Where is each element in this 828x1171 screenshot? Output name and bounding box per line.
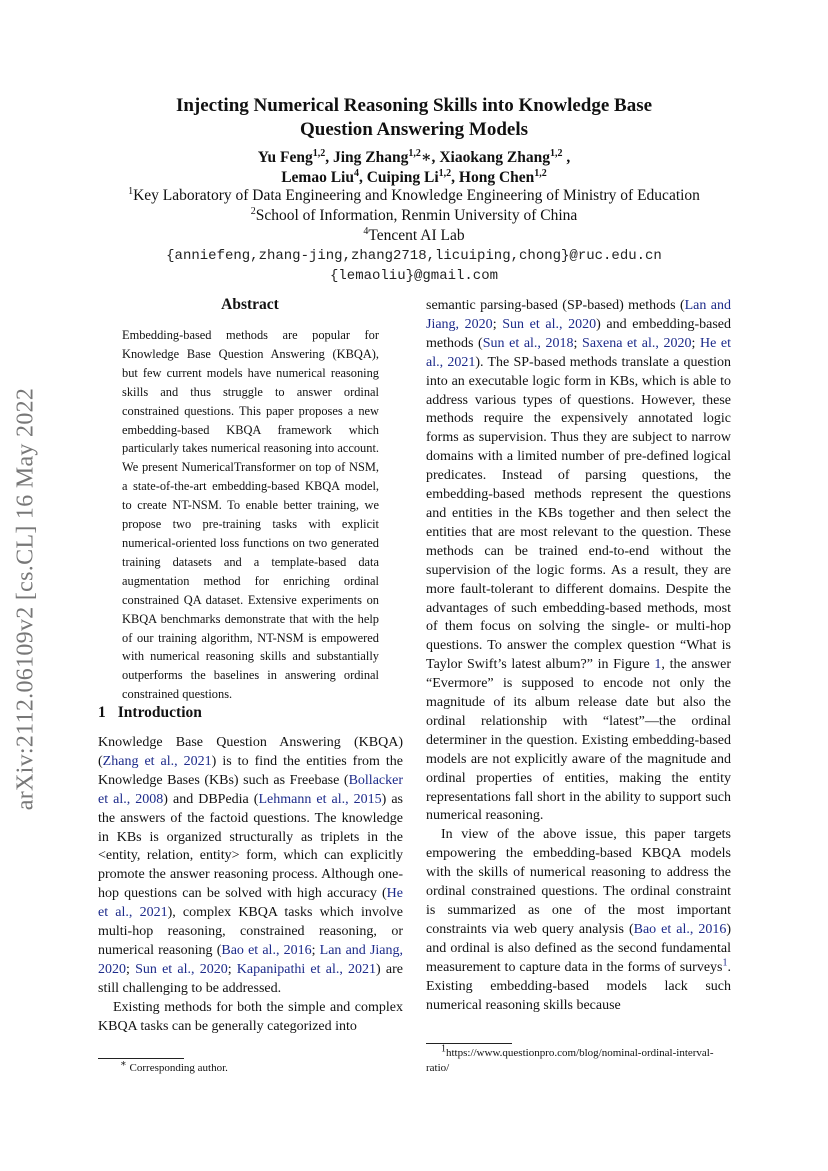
footnote-right xyxy=(426,1043,731,1076)
title-line-1: Injecting Numerical Reasoning Skills into Knowledge Base xyxy=(175,95,653,116)
text-run: ), complex KBQA tasks which involve multi-hop reasoning, constrained reasoning, or numerical reasoning ( xyxy=(98,905,403,958)
text-run: ; xyxy=(691,335,700,351)
email-line[interactable]: {lemaoliu}@gmail.com xyxy=(329,268,499,284)
author-affil-sup: 1,2 xyxy=(550,147,563,159)
affiliation-text: Key Laboratory of Data Engineering and Knowledge Engineering of Ministry of Education xyxy=(133,187,700,204)
citation-link[interactable]: Zhang et al., 2021 xyxy=(102,753,212,769)
right-column-body xyxy=(426,297,731,1015)
author-name: Lemao Liu xyxy=(281,169,354,186)
affiliation-text: School of Information, Renmin University of China xyxy=(255,207,578,224)
text-run: ; xyxy=(126,961,136,977)
author-name: Cuiping Li xyxy=(366,169,439,186)
citation-link[interactable]: Sun et al., 2018 xyxy=(482,335,574,351)
text-run: , the answer “Evermore” is supposed to encode not only the magnitude of its album release date but also the ordinal relationship with “latest”—the ordinal determiner in the question. Existing embedding-based models are not explicitly aware of the magnitude and ordinal properties of entities, making the entity representations fall short in the ability to support such numerical reasoning. xyxy=(426,657,731,824)
author-line-2 xyxy=(0,168,828,188)
intro-paragraph-2: Existing methods for both the simple and complex KBQA tasks can be generally categorized into xyxy=(98,999,403,1034)
footnote-rule-left xyxy=(98,1058,184,1059)
right-paragraph-1 xyxy=(426,297,731,826)
citation-link[interactable]: He et al., 2021 xyxy=(426,335,732,370)
citation-link[interactable]: Lehmann et al., 2015 xyxy=(258,791,382,807)
abstract-heading: Abstract xyxy=(221,296,279,313)
citation-link[interactable]: Bao et al., 2016 xyxy=(633,921,727,937)
citation-link[interactable]: 1 xyxy=(654,657,662,673)
author-affil-sup: 1,2 xyxy=(408,147,421,159)
paper-title xyxy=(0,94,828,142)
citation-link[interactable]: Sun et al., 2020 xyxy=(502,316,597,332)
affiliation xyxy=(0,186,828,206)
footnote-url[interactable]: https://www.questionpro.com/blog/nominal-ordinal-interval-ratio/ xyxy=(426,1047,714,1074)
text-run: ; xyxy=(227,961,237,977)
text-run: ; xyxy=(311,942,320,958)
text-run: ) as the answers of the factoid questions. The knowledge in KBs is organized structurally as triplets in the <entity, relation, entity> form, which can explicitly promote the answer reasoning process. Although one-hop questions can be solved with high accuracy ( xyxy=(98,791,403,902)
text-run: ; xyxy=(573,335,583,351)
affiliation-sup: 1 xyxy=(128,185,134,197)
text-run: In view of the above issue, this paper targets empowering the embedding-based KBQA models with the skills of numerical reasoning to address the ordinal constrained questions. The ordinal constraint is summarized as one of the most important constraints via web query analysis ( xyxy=(426,827,731,937)
affiliation-sup: 4 xyxy=(363,225,369,237)
citation-link[interactable]: Lan and Jiang, 2020 xyxy=(98,942,403,977)
arxiv-identifier[interactable]: arXiv:2112.06109v2 [cs.CL] 16 May 2022 xyxy=(12,387,39,811)
author-sep: ∗, xyxy=(420,149,440,166)
text-run: ) is to find the entities from the Knowledge Bases (KBs) such as Freebase ( xyxy=(98,753,404,788)
section-title: Introduction xyxy=(117,704,202,721)
text-run: ) are still challenging to be addressed. xyxy=(98,961,403,996)
author-affil-sup: 1,2 xyxy=(438,167,452,179)
text-run: ) and embedding-based methods ( xyxy=(426,316,731,351)
text-run: ) and ordinal is also defined as the second fundamental measurement to capture data in the forms of surveys xyxy=(426,921,731,975)
author-list xyxy=(0,148,828,188)
arxiv-stamp xyxy=(14,351,38,847)
footnote-mark: ∗ xyxy=(120,1058,127,1070)
footnote-text: Corresponding author. xyxy=(129,1062,228,1074)
footnote-rule-right xyxy=(426,1043,512,1044)
author-sep: , xyxy=(325,149,333,166)
affiliation xyxy=(0,226,828,246)
left-column-body xyxy=(98,734,403,1037)
citation-link[interactable]: Bao et al., 2016 xyxy=(221,942,312,958)
author-sep: , xyxy=(562,149,571,166)
affiliation xyxy=(0,206,828,226)
author-name: Xiaokang Zhang xyxy=(439,149,551,166)
text-run: ; xyxy=(492,316,503,332)
author-name: Hong Chen xyxy=(458,169,535,186)
intro-paragraph-1 xyxy=(98,734,403,999)
citation-link[interactable]: Lan and Jiang, 2020 xyxy=(426,298,731,332)
citation-link[interactable]: Bollacker et al., 2008 xyxy=(98,772,403,807)
citation-link[interactable]: Kapanipathi et al., 2021 xyxy=(236,961,377,977)
abstract-text: Embedding-based methods are popular for Knowledge Base Question Answering (KBQA), but few current models have numerical reasoning skills and thus struggle to answer ordinal constrained questions. This paper proposes a new embedding-based KBQA framework which particularly takes numerical reasoning into account. We present NumericalTransformer on top of NSM, a state-of-the-art embedding-based KBQA model, to create NT-NSM. To enable better training, we propose two pre-training tasks with explicit numerical-oriented loss functions on two generated training datasets and a template-based data augmentation method for enriching ordinal constrained QA dataset. Extensive experiments on KBQA benchmarks demonstrate that with the help of our training algorithm, NT-NSM is empowered with numerical reasoning skills and substantially outperforms the baselines in answering ordinal constrained questions. xyxy=(122,328,379,702)
author-affil-sup: 4 xyxy=(353,167,359,179)
right-paragraph-2 xyxy=(426,826,731,1015)
footnote-left xyxy=(120,1058,228,1076)
text-run: ) and DBPedia ( xyxy=(163,791,259,807)
author-affil-sup: 1,2 xyxy=(534,167,547,179)
author-name: Jing Zhang xyxy=(332,149,409,166)
section-heading xyxy=(98,704,214,722)
affiliation-list xyxy=(0,186,828,246)
author-sep: , xyxy=(451,169,459,186)
email-line[interactable]: {anniefeng,zhang-jing,zhang2718,licuiping,chong}@ruc.edu.cn xyxy=(166,248,662,264)
citation-link[interactable]: He et al., 2021 xyxy=(98,886,403,921)
citation-link[interactable]: Saxena et al., 2020 xyxy=(582,335,692,351)
footnote-mark: 1 xyxy=(441,1043,446,1055)
footnote-ref[interactable]: 1 xyxy=(722,957,728,969)
text-run: ). The SP-based methods translate a question into an executable logic form in KBs, which is able to address various types of questions. However, these methods require the expensively annotated logic forms as supervision. Thus they are subject to narrow domains with a limited number of pre-defined logical predicates. Instead of parsing questions, the embedding-based methods represent the questions and entities in the KBs together and then select the entities that are most relevant to the question. These methods can be trained end-to-end without the supervision of the logic forms. As a result, they are more fault-tolerant to different domains. Despite the advantages of such embedding-based methods, most of them focus on solving the single- or multi-hop questions. To answer the complex question “What is Taylor Swift’s latest album?” in Figure xyxy=(426,354,731,673)
section-number: 1 xyxy=(98,704,106,721)
text-run: Knowledge Base Question Answering (KBQA) ( xyxy=(98,735,403,769)
author-name: Yu Feng xyxy=(257,149,313,166)
text-run: . Existing embedding-based models lack such numerical reasoning skills because xyxy=(426,959,731,1013)
email-list xyxy=(0,246,828,286)
title-line-2: Question Answering Models xyxy=(299,119,529,140)
author-sep: , xyxy=(358,169,367,186)
author-line-1 xyxy=(0,148,828,168)
citation-link[interactable]: Sun et al., 2020 xyxy=(135,961,228,977)
affiliation-sup: 2 xyxy=(250,205,256,217)
author-affil-sup: 1,2 xyxy=(312,147,326,159)
affiliation-text: Tencent AI Lab xyxy=(368,227,465,244)
text-run: semantic parsing-based (SP-based) methods ( xyxy=(426,298,685,313)
